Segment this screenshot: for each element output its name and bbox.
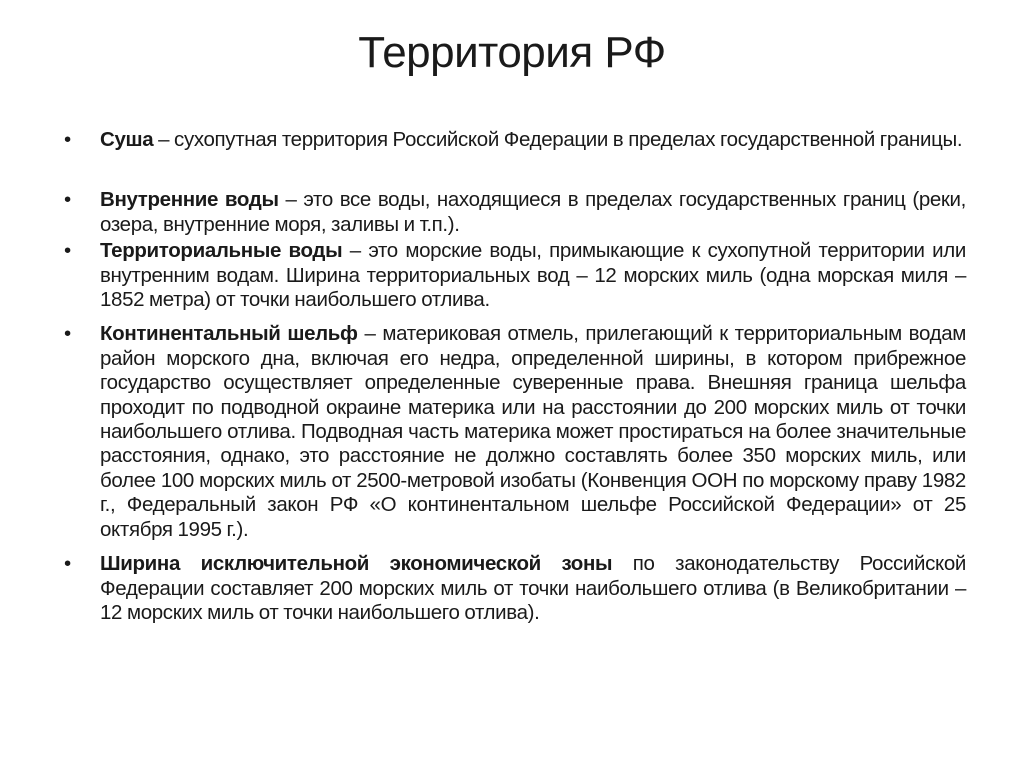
- term: Ширина исключительной экономической зоны: [100, 552, 613, 576]
- bullet-icon: •: [64, 128, 71, 151]
- term: Континентальный шельф: [100, 322, 358, 346]
- bullet-icon: •: [64, 322, 71, 346]
- list-item-land: [64, 128, 966, 152]
- list-item-continental-shelf: [64, 322, 966, 542]
- bullet-icon: •: [64, 188, 71, 212]
- definition: – сухопутная территория Российской Федерации в пределах государственной границы.: [153, 128, 963, 151]
- list-item-internal-waters: [64, 188, 966, 237]
- bullet-icon: •: [64, 239, 71, 263]
- term: Территориальные воды: [100, 239, 343, 263]
- definition: – это все воды, находящиеся в пределах государственных границ (реки, озера, внутренние моря, заливы и т.п.).: [100, 188, 966, 236]
- bullet-list: [64, 128, 966, 625]
- term: Суша: [100, 128, 154, 151]
- term: Внутренние воды: [100, 188, 279, 212]
- list-item-territorial-waters: [64, 239, 966, 312]
- slide-title: Территория РФ: [358, 28, 666, 77]
- bullet-icon: •: [64, 552, 71, 576]
- list-item-economic-zone: [64, 552, 966, 625]
- definition: – материковая отмель, прилегающий к территориальным водам район морского дна, включая его недра, определенной ширины, в котором прибрежное государство осуществляет определенные суверенные права. Внешняя граница шельфа проходит по подводной окраине материка или на расстоянии до 200 морских миль от точки наибольшего отлива. Подводная часть материка может простираться на более значительные расстояния, однако, это расстояние не должно составлять более 350 морских миль, или более 100 морских миль от 2500-метровой изобаты (Конвенция ООН по морскому праву 1982 г., Федеральный закон РФ «О континентальном шельфе Российской Федерации» от 25 октября 1995 г.).: [100, 322, 966, 541]
- definition: – это морские воды, примыкающие к сухопутной территории или внутренним водам. Ширина территориальных вод – 12 морских миль (одна морская миля – 1852 метра) от точки наибольшего отлива.: [100, 239, 966, 312]
- definition: по законодательству Российской Федерации составляет 200 морских миль от точки наибольшего отлива (в Великобритании – 12 морских миль от точки наибольшего отлива).: [100, 552, 966, 624]
